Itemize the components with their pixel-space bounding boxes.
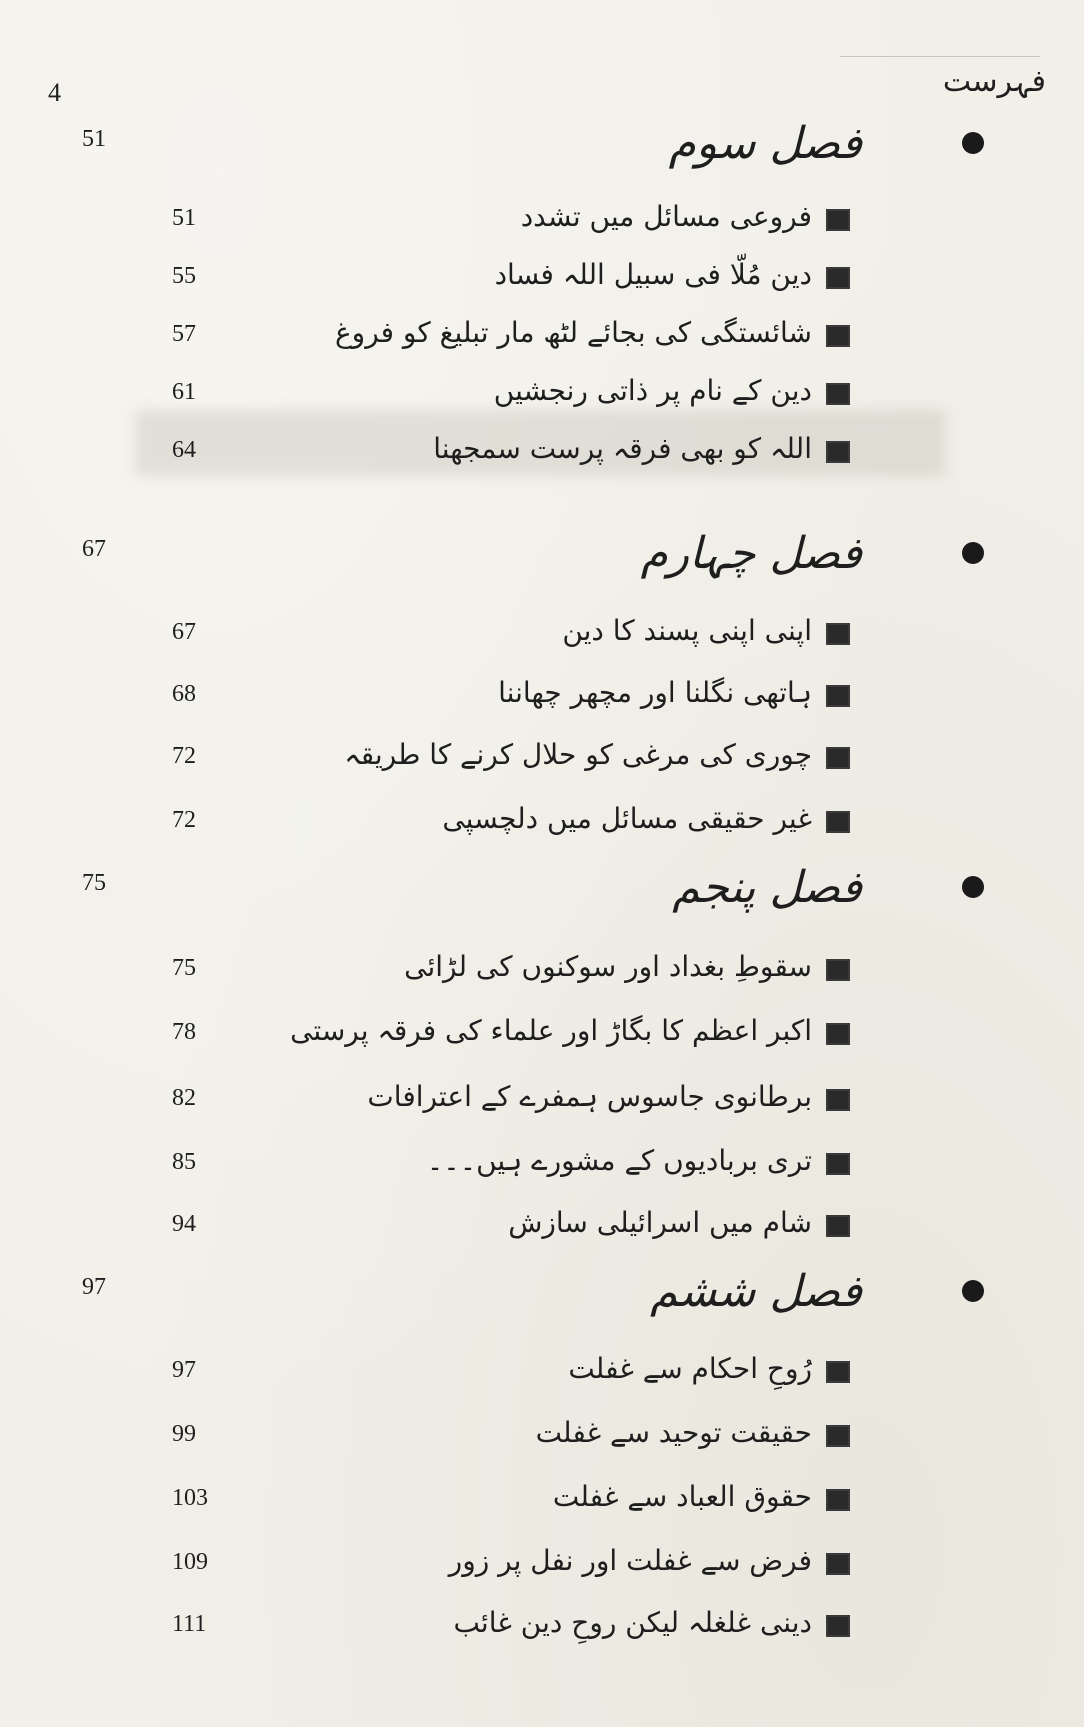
toc-entry [0, 1606, 1084, 1646]
square-bullet-icon [826, 1489, 850, 1511]
entry-page-number: 64 [172, 437, 196, 463]
bullet-icon [962, 542, 984, 564]
entry-title: حقیقت توحید سے غفلت [535, 1416, 812, 1449]
entry-title: اپنی اپنی پسند کا دین [562, 614, 812, 647]
entry-title: حقوق العباد سے غفلت [552, 1480, 812, 1513]
entry-title: فرض سے غفلت اور نفل پر زور [448, 1544, 812, 1577]
entry-page-number: 78 [172, 1019, 196, 1045]
toc-entry [0, 200, 1084, 240]
entry-title: تری بربادیوں کے مشورے ہیں۔۔۔ [426, 1144, 812, 1177]
entry-title: اللہ کو بھی فرقہ پرست سمجھنا [433, 432, 812, 465]
entry-title: شام میں اسرائیلی سازش [508, 1206, 812, 1239]
bullet-icon [962, 1280, 984, 1302]
entry-title: دین کے نام پر ذاتی رنجشیں [493, 374, 812, 407]
header-rule [840, 56, 1040, 57]
entry-title: دینی غلغلہ لیکن روحِ دین غائب [453, 1606, 812, 1639]
square-bullet-icon [826, 383, 850, 405]
square-bullet-icon [826, 267, 850, 289]
chapter-page-number: 97 [82, 1274, 106, 1300]
toc-entry [0, 1480, 1084, 1520]
entry-page-number: 67 [172, 619, 196, 645]
entry-page-number: 72 [172, 807, 196, 833]
entry-page-number: 85 [172, 1149, 196, 1175]
square-bullet-icon [826, 325, 850, 347]
toc-entry [0, 1080, 1084, 1120]
toc-entry [0, 738, 1084, 778]
chapter-title: فصل پنجم [672, 862, 862, 913]
toc-entry [0, 1352, 1084, 1392]
square-bullet-icon [826, 1215, 850, 1237]
square-bullet-icon [826, 1361, 850, 1383]
square-bullet-icon [826, 685, 850, 707]
toc-entry [0, 950, 1084, 990]
toc-entry [0, 676, 1084, 716]
toc-entry [0, 1206, 1084, 1246]
entry-page-number: 82 [172, 1085, 196, 1111]
entry-page-number: 61 [172, 379, 196, 405]
square-bullet-icon [826, 1425, 850, 1447]
square-bullet-icon [826, 959, 850, 981]
chapter-heading [0, 862, 1084, 932]
toc-entry [0, 258, 1084, 298]
entry-page-number: 68 [172, 681, 196, 707]
chapter-title: فصل ششم [650, 1266, 862, 1317]
square-bullet-icon [826, 1023, 850, 1045]
entry-page-number: 94 [172, 1211, 196, 1237]
entry-page-number: 55 [172, 263, 196, 289]
toc-entry [0, 802, 1084, 842]
chapter-heading [0, 528, 1084, 598]
toc-entry [0, 432, 1084, 472]
toc-entry [0, 1014, 1084, 1054]
square-bullet-icon [826, 1089, 850, 1111]
square-bullet-icon [826, 1153, 850, 1175]
chapter-heading [0, 118, 1084, 188]
entry-page-number: 51 [172, 205, 196, 231]
entry-title: اکبر اعظم کا بگاڑ اور علماء کی فرقہ پرستی [290, 1014, 812, 1047]
toc-entry [0, 316, 1084, 356]
chapter-page-number: 51 [82, 126, 106, 152]
bullet-icon [962, 876, 984, 898]
toc-entry [0, 374, 1084, 414]
chapter-page-number: 67 [82, 536, 106, 562]
entry-title: برطانوی جاسوس ہمفرے کے اعترافات [367, 1080, 812, 1113]
square-bullet-icon [826, 747, 850, 769]
header-title: فہرست [942, 64, 1046, 99]
square-bullet-icon [826, 209, 850, 231]
square-bullet-icon [826, 441, 850, 463]
entry-page-number: 109 [172, 1549, 208, 1575]
entry-title: شائستگی کی بجائے لٹھ مار تبلیغ کو فروغ [334, 316, 812, 349]
entry-title: چوری کی مرغی کو حلال کرنے کا طریقہ [344, 738, 812, 771]
toc-entry [0, 1416, 1084, 1456]
entry-title: ہاتھی نگلنا اور مچھر چھاننا [498, 676, 812, 709]
chapter-title: فصل چہارم [640, 528, 862, 579]
entry-title: فروعی مسائل میں تشدد [520, 200, 812, 233]
toc-entry [0, 614, 1084, 654]
entry-page-number: 103 [172, 1485, 208, 1511]
square-bullet-icon [826, 1615, 850, 1637]
entry-page-number: 97 [172, 1357, 196, 1383]
square-bullet-icon [826, 623, 850, 645]
page-number: 4 [48, 78, 61, 107]
entry-page-number: 57 [172, 321, 196, 347]
toc-entry [0, 1144, 1084, 1184]
entry-title: غیر حقیقی مسائل میں دلچسپی [442, 802, 812, 835]
entry-page-number: 75 [172, 955, 196, 981]
entry-page-number: 111 [172, 1611, 207, 1637]
square-bullet-icon [826, 1553, 850, 1575]
entry-page-number: 72 [172, 743, 196, 769]
chapter-heading [0, 1266, 1084, 1336]
chapter-title: فصل سوم [668, 118, 862, 169]
entry-title: رُوحِ احکام سے غفلت [568, 1352, 812, 1385]
entry-title: سقوطِ بغداد اور سوکنوں کی لڑائی [404, 950, 812, 983]
toc-entry [0, 1544, 1084, 1584]
entry-page-number: 99 [172, 1421, 196, 1447]
bullet-icon [962, 132, 984, 154]
chapter-page-number: 75 [82, 870, 106, 896]
square-bullet-icon [826, 811, 850, 833]
entry-title: دین مُلّا فی سبیل اللہ فساد [494, 258, 812, 291]
